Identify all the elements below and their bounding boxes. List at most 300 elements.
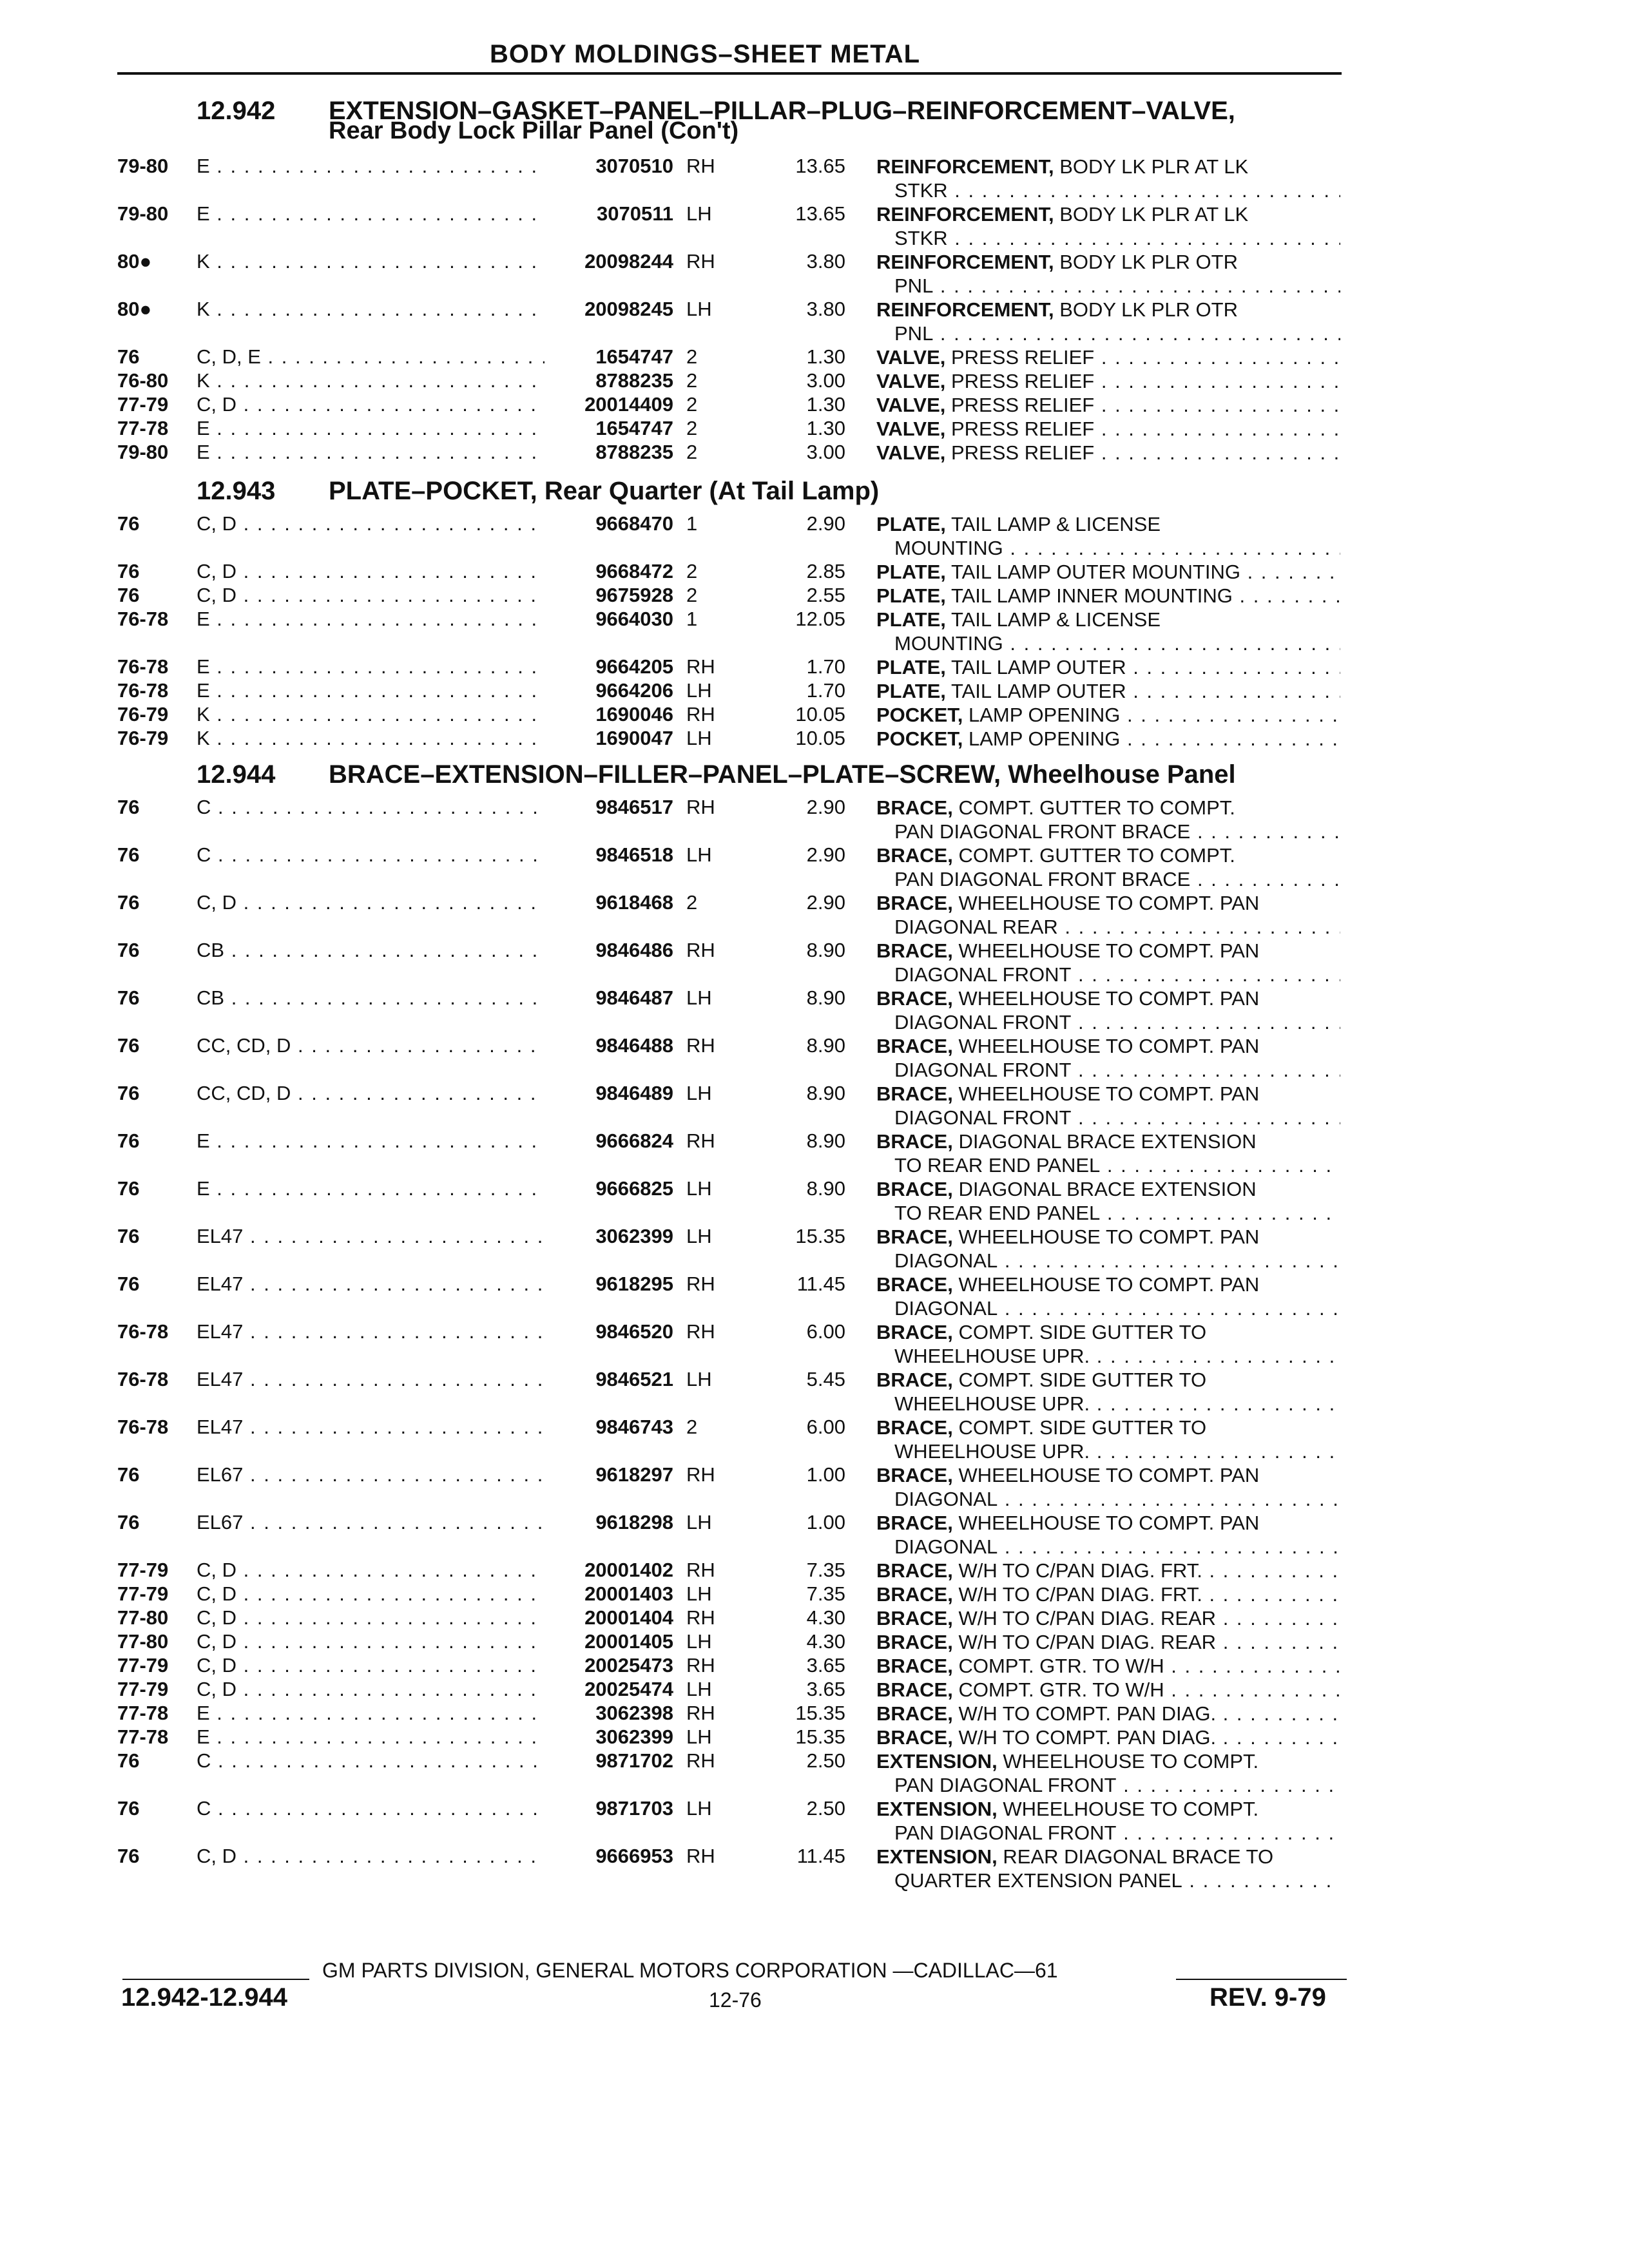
year-cell: 76-78 [117,608,169,630]
model-cell: C, D . . . [197,891,545,914]
description-line [876,986,1340,1010]
quantity-cell: RH [686,1845,715,1867]
part-number-cell: 3070511 [548,202,673,226]
quantity-cell: LH [686,202,712,225]
description-cell [876,202,1340,250]
year-cell: 76-78 [117,1416,169,1438]
model-cell: C . . . [197,1749,545,1773]
price-cell: 11.45 [796,1845,845,1867]
quantity-cell: LH [686,298,712,320]
year-cell: 79-80 [117,155,169,177]
part-number-cell: 9668470 [548,512,673,535]
quantity-cell: RH [686,1606,715,1629]
description-cell [876,1273,1340,1320]
year-cell: 77-79 [117,393,169,416]
model-cell: E . . . [197,155,545,178]
description-cell [876,1034,1340,1082]
description-line [876,345,1340,369]
description-continuation: STKR . . . [876,226,1340,250]
description-keyword: BRACE, [876,939,953,962]
description-continuation: TO REAR END PANEL . . . [876,1153,1340,1177]
description-keyword: BRACE, [876,1678,953,1701]
year-cell: 79-80 [117,441,169,463]
description-text: WHEELHOUSE TO COMPT. PAN [952,1512,1260,1534]
model-cell: C, D . . . [197,1845,545,1868]
description-cell [876,369,1340,393]
description-continuation: PAN DIAGONAL FRONT BRACE . . . [876,867,1340,891]
description-text: TAIL LAMP OUTER MOUNTING [945,561,1240,583]
description-cell [876,1225,1340,1273]
part-number-cell: 9846521 [548,1368,673,1391]
description-line [876,1511,1340,1535]
year-cell: 76 [117,796,140,818]
part-number-cell: 1690046 [548,703,673,726]
description-cell [876,1463,1340,1511]
price-cell: 2.85 [806,560,845,582]
quantity-cell: 2 [686,345,698,368]
description-line [876,1797,1340,1821]
description-line [876,1129,1340,1153]
year-cell: 79-80 [117,202,169,225]
description-line [876,703,1340,727]
model-cell: C, D . . . [197,584,545,607]
description-text: WHEELHOUSE TO COMPT. PAN [952,987,1260,1010]
quantity-cell: RH [686,655,715,678]
price-cell: 8.90 [806,1034,845,1057]
model-cell: EL47 . . . [197,1416,545,1439]
part-number-cell: 20001403 [548,1582,673,1606]
description-cell [876,1845,1340,1892]
year-cell: 76 [117,1845,140,1867]
part-number-cell: 9618468 [548,891,673,914]
part-number-cell: 9618298 [548,1511,673,1534]
price-cell: 1.70 [806,679,845,702]
description-continuation: DIAGONAL . . . [876,1487,1340,1511]
description-text: DIAGONAL BRACE EXTENSION [952,1178,1257,1200]
description-cell [876,1511,1340,1559]
price-cell: 15.35 [795,1225,845,1247]
model-cell: E . . . [197,1129,545,1153]
price-cell: 2.90 [806,843,845,866]
part-number-cell: 9668472 [548,560,673,583]
description-cell [876,1368,1340,1416]
part-number-cell: 3070510 [548,155,673,178]
quantity-cell: 2 [686,891,698,914]
model-cell: C . . . [197,843,545,867]
description-keyword: EXTENSION, [876,1798,998,1820]
year-cell: 77-80 [117,1630,169,1653]
part-number-cell: 9846488 [548,1034,673,1057]
title-rule [117,72,1342,75]
description-text: WHEELHOUSE TO COMPT. PAN [952,892,1260,914]
description-line [876,1606,1340,1630]
year-cell: 80● [117,250,152,273]
quantity-cell: RH [686,1463,715,1486]
description-text: WHEELHOUSE TO COMPT. PAN [952,1273,1260,1296]
description-keyword: BRACE, [876,844,953,867]
part-number-cell: 3062399 [548,1225,673,1248]
description-cell [876,1797,1340,1845]
description-text: COMPT. GTR. TO W/H [952,1678,1164,1701]
description-continuation: STKR . . . [876,178,1340,202]
quantity-cell: RH [686,796,715,818]
part-number-cell: 9846518 [548,843,673,867]
part-number-cell: 9664205 [548,655,673,678]
year-cell: 76 [117,1463,140,1486]
model-cell: E . . . [197,417,545,440]
description-line [876,441,1340,465]
year-cell: 76 [117,939,140,961]
quantity-cell: 2 [686,560,698,582]
model-cell: CB . . . [197,939,545,962]
description-keyword: BRACE, [876,1082,953,1105]
price-cell: 3.00 [806,369,845,392]
year-cell: 76-78 [117,1320,169,1343]
part-number-cell: 9666824 [548,1129,673,1153]
description-keyword: BRACE, [876,1369,953,1391]
description-continuation: PNL . . . [876,322,1340,345]
price-cell: 8.90 [806,939,845,961]
quantity-cell: RH [686,1559,715,1581]
description-continuation: MOUNTING . . . [876,631,1340,655]
part-number-cell: 9846486 [548,939,673,962]
description-text: WHEELHOUSE TO COMPT. PAN [952,1464,1260,1486]
description-continuation: DIAGONAL FRONT . . . [876,1058,1340,1082]
description-continuation: WHEELHOUSE UPR. . . . [876,1344,1340,1368]
description-continuation: DIAGONAL . . . [876,1296,1340,1320]
footer-page-number: 12-76 [709,1988,762,2012]
description-line [876,1368,1340,1392]
description-line [876,369,1340,393]
quantity-cell: RH [686,1320,715,1343]
price-cell: 2.50 [806,1749,845,1772]
price-cell: 1.30 [806,345,845,368]
price-cell: 8.90 [806,1177,845,1200]
quantity-cell: LH [686,1678,712,1700]
description-text: COMPT. SIDE GUTTER TO [952,1416,1207,1439]
description-keyword: POCKET, [876,727,963,750]
price-cell: 2.90 [806,796,845,818]
description-line [876,1702,1340,1725]
footer-text: GM PARTS DIVISION, GENERAL MOTORS CORPORATION —CADILLAC—61 [322,1959,1058,1982]
description-keyword: BRACE, [876,1225,953,1248]
description-cell [876,512,1340,560]
part-number-cell: 20098245 [548,298,673,321]
model-cell: C, D . . . [197,1678,545,1701]
price-cell: 1.70 [806,655,845,678]
year-cell: 76 [117,1749,140,1772]
part-number-cell: 9871702 [548,1749,673,1773]
year-cell: 77-78 [117,417,169,439]
year-cell: 76 [117,345,140,368]
description-keyword: BRACE, [876,1178,953,1200]
part-number-cell: 9846743 [548,1416,673,1439]
description-line [876,1082,1340,1106]
description-text: BODY LK PLR AT LK [1054,155,1249,178]
section-title: PLATE–POCKET, Rear Quarter (At Tail Lamp) [329,477,880,505]
description-text: W/H TO C/PAN DIAG. REAR [952,1631,1217,1653]
description-line [876,584,1340,608]
model-cell: E . . . [197,1725,545,1749]
quantity-cell: LH [686,1177,712,1200]
model-cell: C, D . . . [197,560,545,583]
description-text: WHEELHOUSE TO COMPT. PAN [952,1225,1260,1248]
year-cell: 76 [117,843,140,866]
price-cell: 10.05 [795,727,845,749]
price-cell: 3.00 [806,441,845,463]
description-line [876,298,1340,322]
quantity-cell: LH [686,1225,712,1247]
model-cell: C . . . [197,796,545,819]
description-line [876,1559,1340,1582]
description-keyword: BRACE, [876,1464,953,1486]
description-continuation: DIAGONAL FRONT . . . [876,1106,1340,1129]
model-cell: E . . . [197,1702,545,1725]
part-number-cell: 9871703 [548,1797,673,1820]
year-cell: 80● [117,298,152,320]
description-continuation: DIAGONAL . . . [876,1535,1340,1559]
year-cell: 77-78 [117,1725,169,1748]
description-keyword: BRACE, [876,1416,953,1439]
description-cell [876,843,1340,891]
description-text: REAR DIAGONAL BRACE TO [997,1845,1274,1868]
description-continuation: MOUNTING . . . [876,536,1340,560]
model-cell: CC, CD, D . . . [197,1082,545,1105]
description-text: W/H TO C/PAN DIAG. REAR [952,1607,1217,1629]
model-cell: CB . . . [197,986,545,1010]
description-keyword: PLATE, [876,584,946,607]
quantity-cell: LH [686,1368,712,1390]
part-number-cell: 20001405 [548,1630,673,1653]
description-line [876,891,1340,915]
description-text: BODY LK PLR OTR [1054,251,1238,273]
description-cell [876,1678,1340,1702]
year-cell: 76 [117,891,140,914]
quantity-cell: 2 [686,584,698,606]
year-cell: 76-79 [117,727,169,749]
description-line [876,727,1340,751]
part-number-cell: 9666825 [548,1177,673,1200]
description-keyword: REINFORCEMENT, [876,251,1054,273]
description-keyword: VALVE, [876,346,946,369]
description-line [876,1654,1340,1678]
year-cell: 76 [117,512,140,535]
part-number-cell: 20025474 [548,1678,673,1701]
description-continuation: PAN DIAGONAL FRONT BRACE . . . [876,820,1340,843]
description-continuation: WHEELHOUSE UPR. . . . [876,1392,1340,1416]
description-text: COMPT. SIDE GUTTER TO [952,1321,1207,1343]
part-number-cell: 9846489 [548,1082,673,1105]
price-cell: 3.65 [806,1678,845,1700]
model-cell: K . . . [197,250,545,273]
year-cell: 77-79 [117,1678,169,1700]
price-cell: 3.80 [806,298,845,320]
quantity-cell: 2 [686,1416,698,1438]
price-cell: 4.30 [806,1630,845,1653]
model-cell: C, D . . . [197,1582,545,1606]
description-continuation: TO REAR END PANEL . . . [876,1201,1340,1225]
description-cell [876,1582,1340,1606]
price-cell: 3.65 [806,1654,845,1677]
description-text: WHEELHOUSE TO COMPT. [997,1750,1259,1773]
description-line [876,1725,1340,1749]
price-cell: 12.05 [795,608,845,630]
description-cell [876,345,1340,369]
part-number-cell: 1690047 [548,727,673,750]
part-number-cell: 9846520 [548,1320,673,1343]
description-keyword: VALVE, [876,370,946,392]
description-text: W/H TO COMPT. PAN DIAG. [952,1726,1217,1749]
quantity-cell: 1 [686,512,698,535]
part-number-cell: 20001402 [548,1559,673,1582]
description-cell [876,1416,1340,1463]
part-number-cell: 9675928 [548,584,673,607]
description-line [876,1630,1340,1654]
year-cell: 77-79 [117,1654,169,1677]
price-cell: 2.50 [806,1797,845,1820]
part-number-cell: 3062399 [548,1725,673,1749]
description-keyword: VALVE, [876,441,946,464]
description-text: LAMP OPENING [963,727,1121,750]
description-line [876,1582,1340,1606]
description-keyword: BRACE, [876,987,953,1010]
part-number-cell: 9846517 [548,796,673,819]
description-line [876,608,1340,631]
description-continuation: DIAGONAL FRONT . . . [876,1010,1340,1034]
description-cell [876,796,1340,843]
year-cell: 76 [117,1273,140,1295]
model-cell: C, D . . . [197,1630,545,1653]
year-cell: 76 [117,1129,140,1152]
description-cell [876,1082,1340,1129]
description-cell [876,1654,1340,1678]
part-number-cell: 20098244 [548,250,673,273]
price-cell: 7.35 [806,1582,845,1605]
page-title: BODY MOLDINGS–SHEET METAL [490,40,921,68]
description-continuation: QUARTER EXTENSION PANEL . . . [876,1869,1340,1892]
footer-rule-left [122,1979,309,1980]
description-text: TAIL LAMP OUTER [945,656,1126,678]
model-cell: C, D . . . [197,1606,545,1629]
description-continuation: PAN DIAGONAL FRONT . . . [876,1773,1340,1797]
quantity-cell: LH [686,1582,712,1605]
year-cell: 76-78 [117,655,169,678]
quantity-cell: LH [686,1725,712,1748]
description-cell [876,298,1340,345]
quantity-cell: 2 [686,441,698,463]
description-text: COMPT. GTR. TO W/H [952,1655,1164,1677]
model-cell: E . . . [197,441,545,464]
description-cell [876,1749,1340,1797]
price-cell: 2.90 [806,512,845,535]
description-line [876,1678,1340,1702]
price-cell: 8.90 [806,1129,845,1152]
quantity-cell: RH [686,1129,715,1152]
price-cell: 1.30 [806,417,845,439]
part-number-cell: 9664206 [548,679,673,702]
model-cell: E . . . [197,655,545,678]
year-cell: 77-78 [117,1702,169,1724]
quantity-cell: LH [686,727,712,749]
price-cell: 10.05 [795,703,845,726]
section-title: EXTENSION–GASKET–PANEL–PILLAR–PLUG–REINFORCEMENT–VALVE, [329,97,1235,125]
price-cell: 3.80 [806,250,845,273]
model-cell: EL47 . . . [197,1225,545,1248]
description-line [876,1463,1340,1487]
price-cell: 4.30 [806,1606,845,1629]
price-cell: 11.45 [796,1273,845,1295]
footer-revision: REV. 9-79 [1210,1983,1326,2012]
description-cell [876,393,1340,417]
description-line [876,1320,1340,1344]
description-line [876,1177,1340,1201]
price-cell: 8.90 [806,1082,845,1104]
description-keyword: BRACE, [876,1035,953,1057]
description-line [876,1845,1340,1869]
description-keyword: BRACE, [876,1321,953,1343]
description-text: PRESS RELIEF [945,418,1095,440]
part-number-cell: 9666953 [548,1845,673,1868]
description-keyword: REINFORCEMENT, [876,203,1054,226]
year-cell: 77-79 [117,1582,169,1605]
description-keyword: BRACE, [876,1559,953,1582]
description-keyword: PLATE, [876,656,946,678]
quantity-cell: RH [686,1702,715,1724]
description-keyword: REINFORCEMENT, [876,298,1054,321]
quantity-cell: RH [686,155,715,177]
quantity-cell: 2 [686,369,698,392]
description-cell [876,1702,1340,1725]
description-keyword: BRACE, [876,1512,953,1534]
description-keyword: EXTENSION, [876,1750,998,1773]
description-cell [876,417,1340,441]
description-cell [876,703,1340,727]
description-text: LAMP OPENING [963,704,1121,726]
description-text: COMPT. SIDE GUTTER TO [952,1369,1207,1391]
description-keyword: EXTENSION, [876,1845,998,1868]
description-keyword: PLATE, [876,561,946,583]
description-line [876,250,1340,274]
description-text: PRESS RELIEF [945,441,1095,464]
year-cell: 76 [117,1177,140,1200]
description-line [876,1225,1340,1249]
part-number-cell: 1654747 [548,417,673,440]
model-cell: E . . . [197,1177,545,1200]
description-text: WHEELHOUSE TO COMPT. PAN [952,1035,1260,1057]
price-cell: 7.35 [806,1559,845,1581]
section-title: BRACE–EXTENSION–FILLER–PANEL–PLATE–SCREW, Wheelhouse Panel [329,760,1236,789]
quantity-cell: LH [686,986,712,1009]
quantity-cell: RH [686,250,715,273]
description-cell [876,560,1340,584]
part-number-cell: 20014409 [548,393,673,416]
description-cell [876,655,1340,679]
quantity-cell: LH [686,1082,712,1104]
year-cell: 76 [117,1797,140,1820]
description-line [876,939,1340,963]
description-line [876,1034,1340,1058]
price-cell: 2.90 [806,891,845,914]
description-line [876,1273,1340,1296]
year-cell: 76 [117,560,140,582]
part-number-cell: 20001404 [548,1606,673,1629]
description-text: TAIL LAMP INNER MOUNTING [945,584,1233,607]
quantity-cell: RH [686,703,715,726]
quantity-cell: 2 [686,417,698,439]
description-cell [876,679,1340,703]
description-keyword: BRACE, [876,1655,953,1677]
description-text: BODY LK PLR OTR [1054,298,1238,321]
